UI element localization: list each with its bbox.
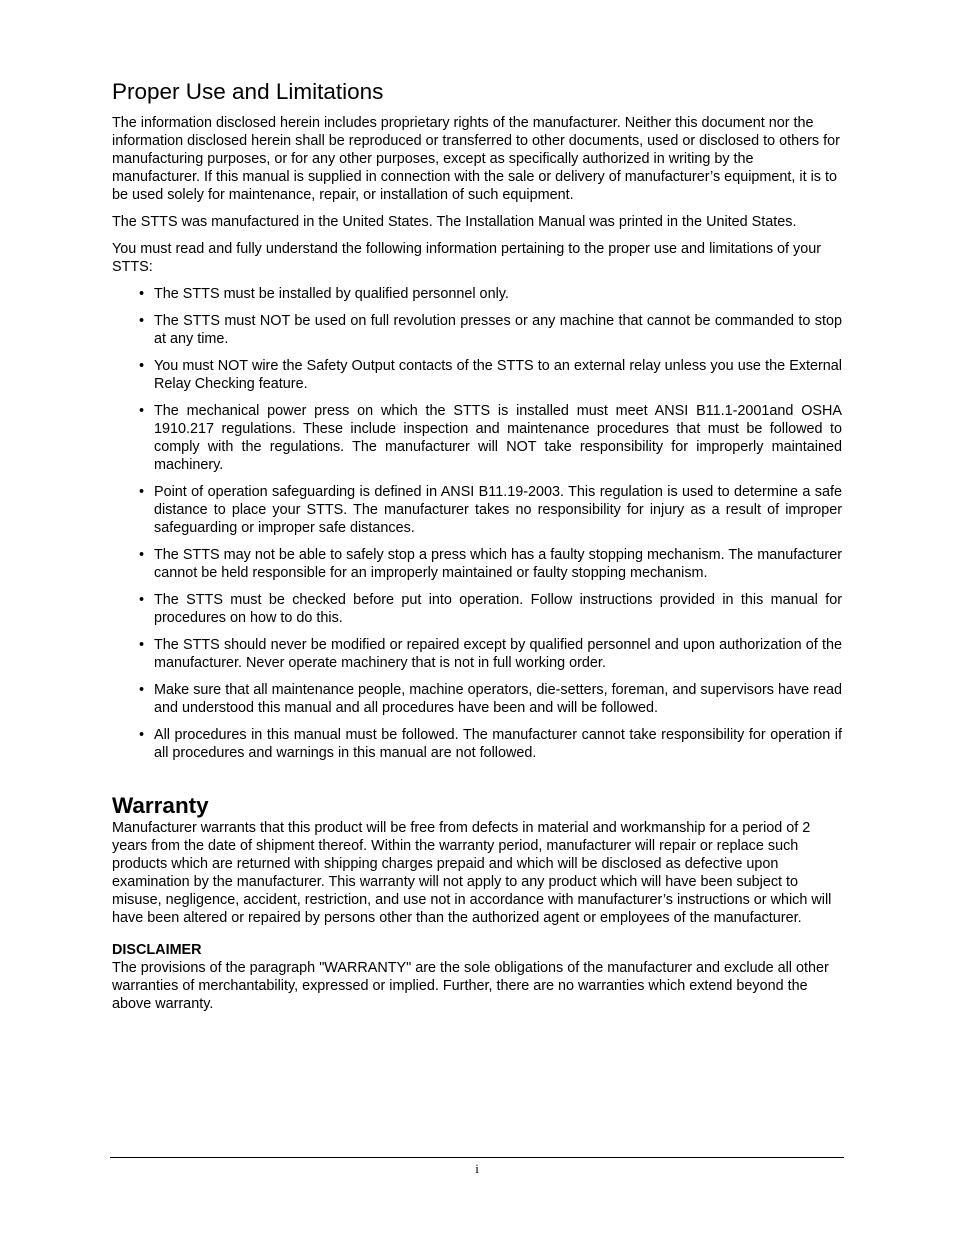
list-item [112,483,842,537]
bullet-icon: • [139,313,145,329]
list-item [112,636,842,672]
bullet-icon: • [139,637,145,653]
proprietary-rights-paragraph: The information disclosed herein includes proprietary rights of the manufacturer. Neither this document nor the information disclosed herein shall be reproduced or transferred to other documents, used or disclosed to others for manufacturing purposes, or for any other purposes, except as specifically authorized in writing by the manufacturer. If this manual is supplied in connection with the sale or delivery of manufacturer’s equipment, it is to be used solely for maintenance, repair, or installation of such equipment. [112,115,840,203]
list-item-text: The STTS must NOT be used on full revolution presses or any machine that cannot be commanded to stop at any time. [154,313,842,347]
bullet-icon: • [139,592,145,608]
bullet-icon: • [139,484,145,500]
list-item [112,726,842,762]
warranty-paragraph: Manufacturer warrants that this product will be free from defects in material and workmanship for a period of 2 years from the date of shipment thereof. Within the warranty period, manufacturer will repair or replace such products which are returned with shipping charges prepaid and which will be disclosed as defective upon examination by the manufacturer. This warranty will not apply to any product which will have been subject to misuse, negligence, accident, restriction, and use not in accordance with manufacturer’s instructions or which will have been altered or repaired by persons other than the authorized agent or employees of the manufacturer. [112,820,832,926]
list-item-text: The STTS should never be modified or repaired except by qualified personnel and upon authorization of the manufacturer. Never operate machinery that is not in full working order. [154,637,842,671]
disclaimer-heading: DISCLAIMER [112,942,202,958]
bullet-icon: • [139,286,145,302]
list-item-text: Make sure that all maintenance people, machine operators, die-setters, foreman, and supervisors have read and understood this manual and all procedures have been and will be followed. [154,682,842,716]
bullet-icon: • [139,727,145,743]
list-item-text: Point of operation safeguarding is defined in ANSI B11.19-2003. This regulation is used to determine a safe distance to place your STTS. The manufacturer takes no responsibility for injury as a result of improper safeguarding or improper safe distances. [154,484,842,536]
list-item-text: The STTS may not be able to safely stop a press which has a faulty stopping mechanism. The manufacturer cannot be held responsible for an improperly maintained or faulty stopping mechanism. [154,547,842,581]
section-title-proper-use: Proper Use and Limitations [112,79,384,104]
manufacturing-origin-paragraph: The STTS was manufactured in the United States. The Installation Manual was printed in the United States. [112,214,797,230]
footer-divider [110,1157,844,1158]
list-item [112,591,842,627]
list-item [112,357,842,393]
list-item [112,681,842,717]
list-item-text: The STTS must be installed by qualified personnel only. [154,286,509,302]
section-title-warranty: Warranty [112,793,209,818]
bullet-icon: • [139,682,145,698]
list-item-text: The mechanical power press on which the STTS is installed must meet ANSI B11.1-2001and OSHA 1910.217 regulations. These include inspection and maintenance procedures that must be followed to comply with the regulations. The manufacturer will NOT take responsibility for improperly maintained machinery. [154,403,842,473]
list-item-text: All procedures in this manual must be followed. The manufacturer cannot take responsibility for operation if all procedures and warnings in this manual are not followed. [154,727,842,761]
list-item [112,546,842,582]
bullet-icon: • [139,403,145,419]
list-item-text: You must NOT wire the Safety Output contacts of the STTS to an external relay unless you use the External Relay Checking feature. [154,358,842,392]
read-and-understand-paragraph: You must read and fully understand the following information pertaining to the proper use and limitations of your STTS: [112,241,822,275]
bullet-icon: • [139,547,145,563]
list-item [112,312,842,348]
bullet-icon: • [139,358,145,374]
list-item-text: The STTS must be checked before put into operation. Follow instructions provided in this manual for procedures on how to do this. [154,592,842,626]
limitations-list [112,285,842,762]
disclaimer-paragraph: The provisions of the paragraph "WARRANTY" are the sole obligations of the manufacturer and exclude all other warranties of merchantability, expressed or implied. Further, there are no warranties which extend beyond the above warranty. [112,960,829,1012]
list-item [112,402,842,474]
document-page [112,78,842,1013]
list-item [112,285,842,303]
page-number: i [475,1161,479,1176]
